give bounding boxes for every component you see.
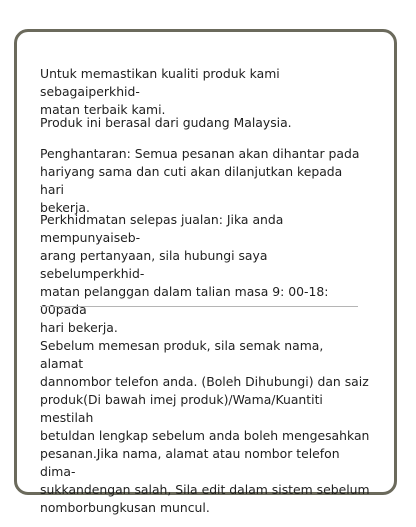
section-divider xyxy=(40,306,358,307)
after-sales-paragraph: Perkhidmatan selepas jualan: Jika anda mempunyaiseb- arang pertanyaan, sila hubungi saya sebelumperkhid- matan pelanggan dalam talian masa 9: 00-18: 00pada hari bekerja. xyxy=(40,212,329,335)
origin-paragraph: Produk ini berasal dari gudang Malaysia. xyxy=(40,115,292,130)
before-order-paragraph: Sebelum memesan produk, sila semak nama, alamat dannombor telefon anda. (Boleh Dihubungi) dan saiz produk(Di bawah imej produk)/Wama/Kuantiti mestilah betuldan lengkap sebelum anda boleh mengesahkan pesanan.Jika nama, alamat atau nombor telefon dima- sukkandengan salah, Sila edit dalam sistem sebelum nomborbungkusan muncul. xyxy=(40,338,370,515)
quality-paragraph: Untuk memastikan kualiti produk kami sebagaiperkhid- matan terbaik kami. xyxy=(40,66,280,117)
shipping-paragraph: Penghantaran: Semua pesanan akan dihantar pada hariyang sama dan cuti akan dilanjutkan kepada hari bekerja. xyxy=(40,146,360,215)
